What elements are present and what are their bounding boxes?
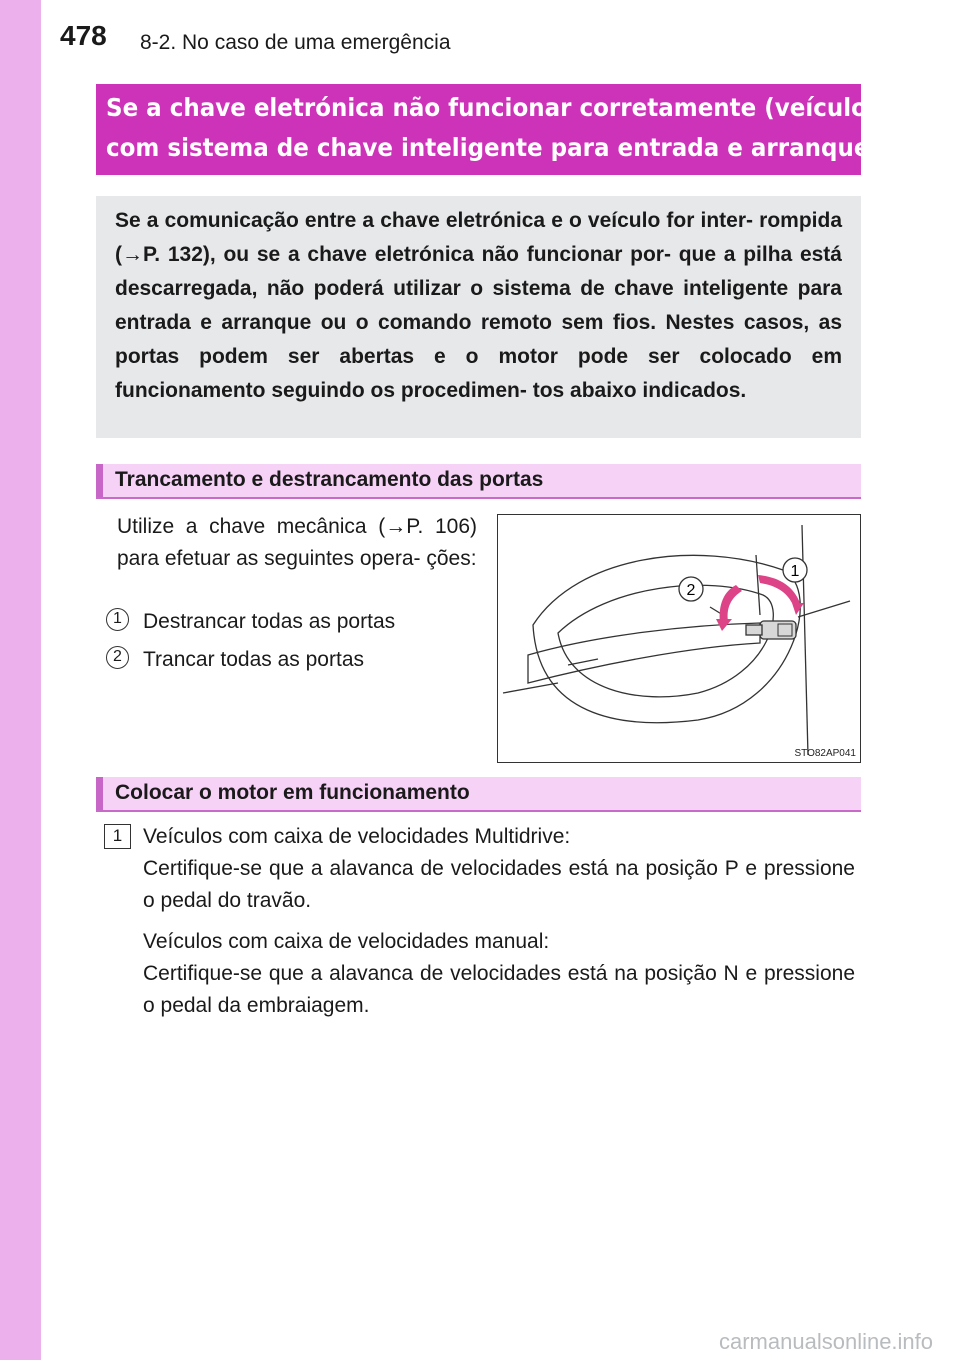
door-handle <box>528 623 760 683</box>
figure-caption: STO82AP041 <box>794 748 856 759</box>
start-section-heading: Colocar o motor em funcionamento <box>115 781 470 804</box>
door-handle-illustration <box>498 515 859 761</box>
intro-line: tos abaixo indicados. <box>532 379 747 402</box>
page-number: 478 <box>60 20 107 51</box>
door-handle-figure <box>497 514 861 763</box>
title-line-2: com sistema de chave inteligente para entrada e arranque) <box>106 133 880 162</box>
door-edge-line <box>503 683 558 693</box>
side-color-strip <box>0 0 41 1360</box>
lock-all-doors-item: Trancar todas as portas <box>143 648 364 671</box>
item-number-1: 1 <box>106 608 129 631</box>
multidrive-paragraph <box>143 821 855 917</box>
step-instruction: Certifique-se que a alavanca de velocidades está na posição P e pressione o pedal do travão. <box>143 857 855 912</box>
watermark: carmanualsonline.info <box>719 1329 934 1354</box>
intro-box <box>96 196 861 438</box>
intro-line: chave inteligente para entrada e arranque ou o comando remoto <box>115 277 842 334</box>
lock-section-header <box>96 464 861 499</box>
callout-label-2: 2 <box>686 582 696 599</box>
manual-paragraph <box>143 926 855 1022</box>
lock-instructions <box>117 511 477 575</box>
start-section-header <box>96 777 861 812</box>
unlock-arrowhead-icon <box>792 603 804 615</box>
leader-line-1 <box>802 525 808 755</box>
unlock-all-doors-item: Destrancar todas as portas <box>143 610 396 633</box>
door-edge-line <box>798 601 850 617</box>
intro-line: sem fios. Nestes casos, as portas podem ser abertas e o motor <box>115 311 843 368</box>
lock-section-heading: Trancamento e destrancamento das portas <box>115 468 544 491</box>
lock-arrow-icon <box>720 585 742 623</box>
section-title: 8-2. No caso de uma emergência <box>140 31 451 54</box>
leader-line-2 <box>756 555 760 615</box>
step-condition: Veículos com caixa de velocidades Multidrive: <box>143 825 571 848</box>
lock-text-line: para efetuar as seguintes opera- <box>117 547 421 570</box>
title-banner <box>96 84 881 175</box>
lock-text-line: Utilize a chave mecânica (→P. 106) <box>117 515 477 538</box>
intro-line: rompida (→P. 132), ou se a chave eletrónica não funcionar por- <box>115 209 842 266</box>
intro-line: pode ser colocado em funcionamento seguindo os procedimen- <box>115 345 842 402</box>
item-number-2: 2 <box>106 646 129 669</box>
intro-line: Se a comunicação entre a chave eletrónica e o veículo for inter- <box>115 209 754 232</box>
header-accent-bar <box>96 777 103 810</box>
step-condition: Veículos com caixa de velocidades manual: <box>143 930 550 953</box>
step-instruction: Certifique-se que a alavanca de velocidades está na posição N e pressione o pedal da embraiagem. <box>143 962 855 1017</box>
header-accent-bar <box>96 464 103 497</box>
intro-line: que a pilha está descarregada, não poderá utilizar o sistema de <box>115 243 842 300</box>
callout-label-1: 1 <box>790 563 800 580</box>
step-number-1: 1 <box>104 824 131 849</box>
handle-detail <box>568 659 598 665</box>
title-line-1: Se a chave eletrónica não funcionar corretamente (veículos <box>106 93 881 122</box>
start-steps <box>143 821 855 1031</box>
intro-paragraph <box>115 204 842 408</box>
lock-text-line: ções: <box>426 547 477 570</box>
